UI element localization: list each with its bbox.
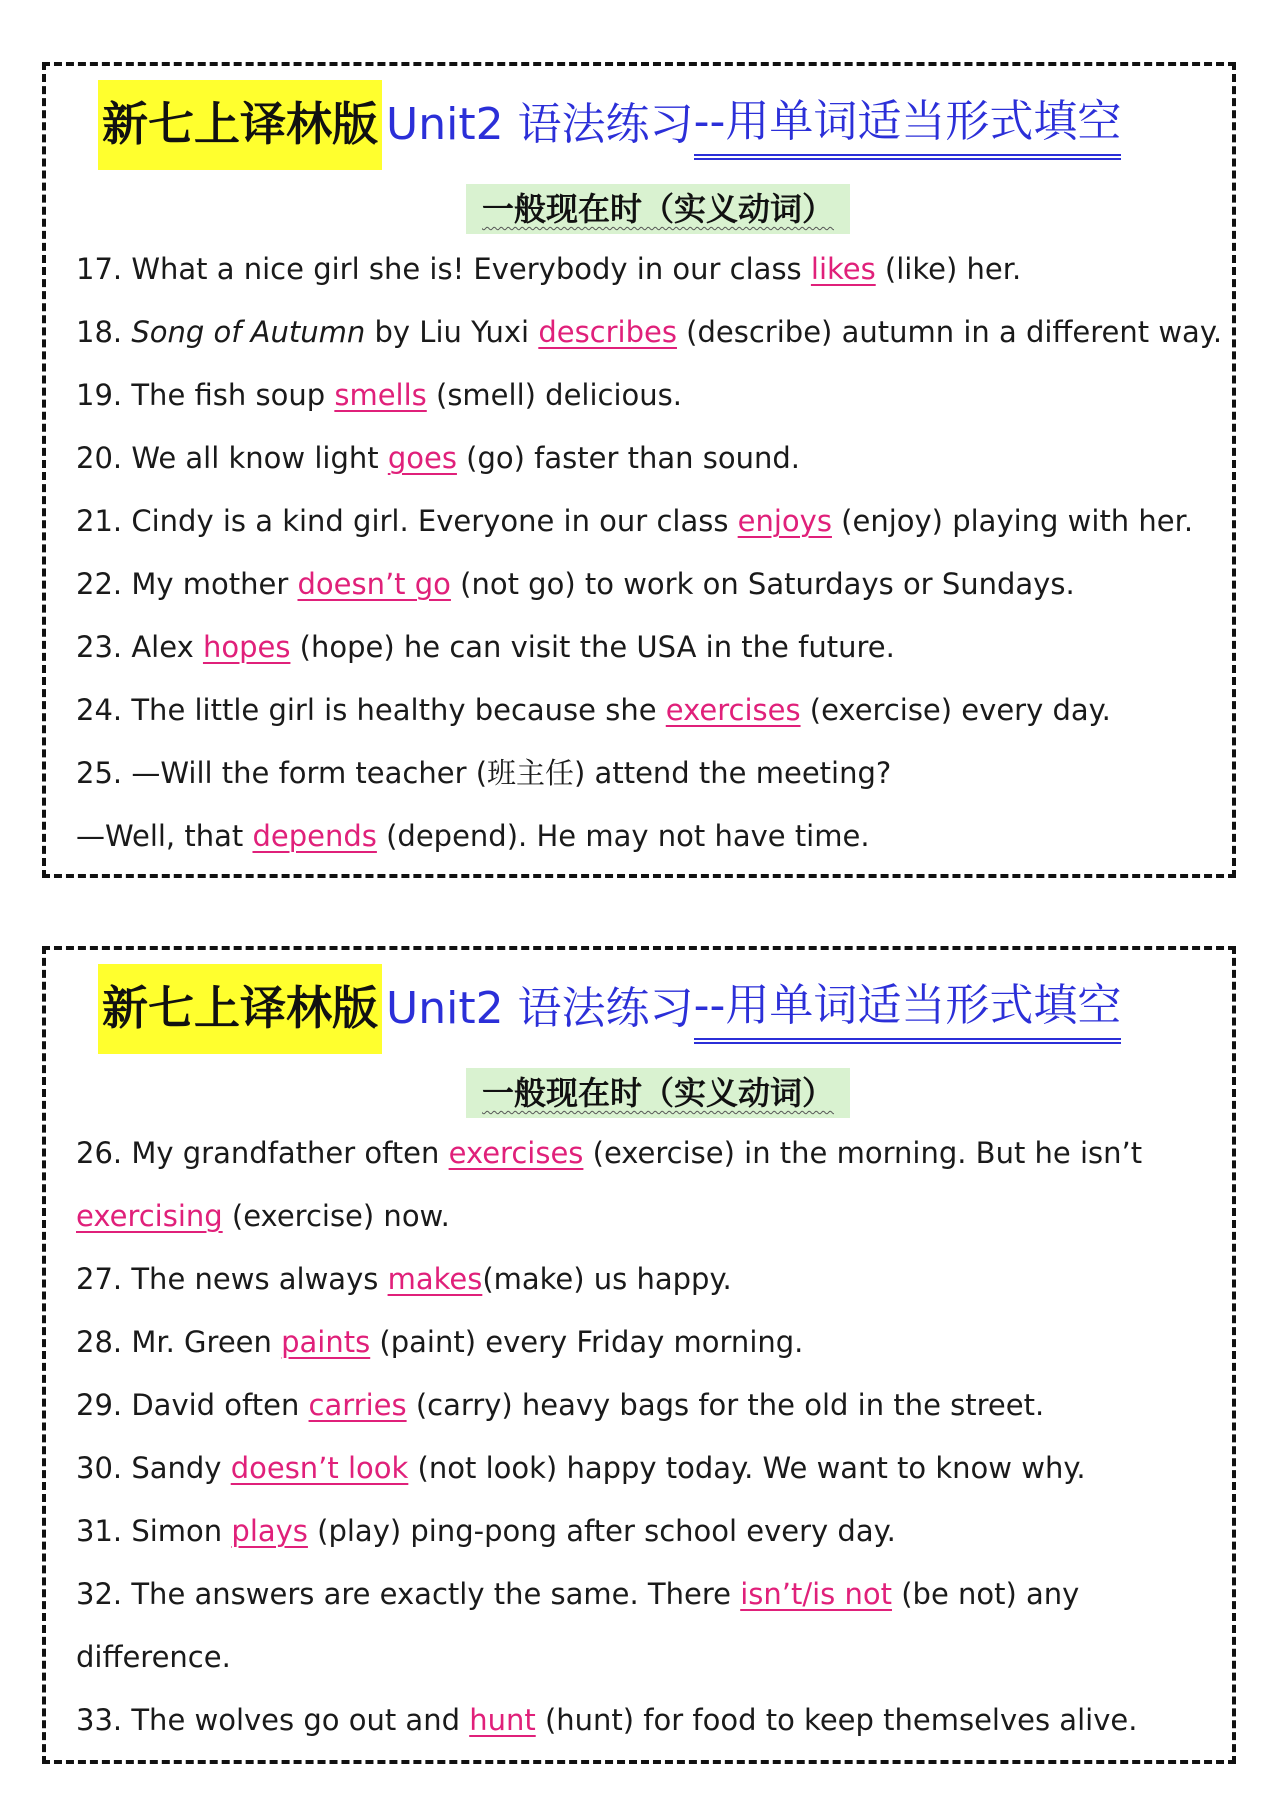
text-after: (exercise) in the morning. But he isn’t: [583, 1136, 1143, 1170]
exercise-line: [76, 679, 1216, 742]
text-before: The news always: [122, 1262, 388, 1296]
card-title: [98, 80, 1121, 170]
item-number: 17.: [76, 252, 123, 286]
answer: exercises: [448, 1136, 584, 1170]
exercise-line: [76, 1122, 1216, 1185]
text-after: (not look) happy today. We want to know why.: [408, 1451, 1086, 1485]
text-before: We all know light: [122, 441, 388, 475]
title-underlined: --用单词适当形式填空: [694, 974, 1122, 1044]
text-before: The fish soup: [122, 378, 335, 412]
answer: depends: [252, 819, 377, 853]
exercise-line: [76, 1563, 1216, 1626]
text-after: (hunt) for food to keep themselves alive.: [535, 1703, 1138, 1737]
answer: describes: [538, 315, 677, 349]
text-after: (play) ping-pong after school every day.: [307, 1514, 896, 1548]
item-number: 27.: [76, 1262, 123, 1296]
answer: likes: [810, 252, 876, 286]
answer: hopes: [202, 630, 291, 664]
text-before: The little girl is healthy because she: [122, 693, 666, 727]
text-before: —Well, that: [76, 819, 253, 853]
text-before: My mother: [122, 567, 298, 601]
text-before: Mr. Green: [122, 1325, 282, 1359]
text-after: (describe) autumn in a different way.: [676, 315, 1223, 349]
text-after: (hope) he can visit the USA in the future.: [290, 630, 895, 664]
answer: carries: [308, 1388, 407, 1422]
text-after: (smell) delicious.: [426, 378, 682, 412]
title-main: Unit2 语法练习: [386, 99, 694, 150]
exercise-line: [76, 1689, 1216, 1752]
answer: exercises: [665, 693, 801, 727]
text-before: Alex: [122, 630, 203, 664]
item-number: 20.: [76, 441, 123, 475]
answer: makes: [387, 1262, 483, 1296]
item-number: 31.: [76, 1514, 123, 1548]
exercise-line: [76, 301, 1223, 364]
item-number: 23.: [76, 630, 123, 664]
exercise-line: [76, 1500, 1216, 1563]
card-subtitle: 一般现在时（实义动词）: [466, 1068, 850, 1118]
item-number: 21.: [76, 504, 123, 538]
title-underlined: --用单词适当形式填空: [694, 90, 1122, 160]
exercise-card-1: [42, 62, 1236, 878]
text-before: The wolves go out and: [122, 1703, 470, 1737]
text-after: (paint) every Friday morning.: [370, 1325, 804, 1359]
text-after: (exercise) now.: [222, 1199, 450, 1233]
exercise-line: [76, 805, 1216, 868]
item-number: 24.: [76, 693, 123, 727]
exercise-line: [76, 238, 1216, 301]
text-after: (not go) to work on Saturdays or Sundays.: [450, 567, 1075, 601]
item-number: 25.: [76, 756, 123, 790]
exercise-line: [76, 490, 1216, 553]
answer: isn’t/is not: [740, 1577, 892, 1611]
answer: exercising: [76, 1199, 223, 1233]
card-subtitle: 一般现在时（实义动词）: [466, 184, 850, 234]
exercise-list: [76, 238, 1223, 868]
text-before: David often: [122, 1388, 309, 1422]
item-number: 22.: [76, 567, 123, 601]
text-after: (exercise) every day.: [800, 693, 1111, 727]
card-title: [98, 964, 1121, 1054]
exercise-line: [76, 1185, 1216, 1248]
item-number: 32.: [76, 1577, 123, 1611]
text-before: Cindy is a kind girl. Everyone in our class: [122, 504, 738, 538]
answer: enjoys: [737, 504, 832, 538]
text-after: (make) us happy.: [482, 1262, 732, 1296]
title-highlight: 新七上译林版: [98, 80, 382, 170]
exercise-list: [76, 1122, 1216, 1752]
answer: doesn’t look: [230, 1451, 409, 1485]
text-before: My grandfather often: [122, 1136, 449, 1170]
text-before: What a nice girl she is! Everybody in our class: [122, 252, 811, 286]
exercise-card-2: [42, 946, 1236, 1764]
item-number: 28.: [76, 1325, 123, 1359]
item-number: 29.: [76, 1388, 123, 1422]
item-number: 26.: [76, 1136, 123, 1170]
answer: goes: [387, 441, 457, 475]
answer: smells: [334, 378, 427, 412]
text-after: (be not) any: [892, 1577, 1080, 1611]
answer: paints: [281, 1325, 371, 1359]
answer: doesn’t go: [297, 567, 451, 601]
exercise-line: [76, 364, 1216, 427]
item-number: 19.: [76, 378, 123, 412]
exercise-line: [76, 553, 1216, 616]
item-number: 18.: [76, 315, 123, 349]
italic-title: Song of Autumn: [131, 315, 366, 349]
text-after: (depend). He may not have time.: [376, 819, 870, 853]
text-after: (go) faster than sound.: [456, 441, 800, 475]
text-before: —Will the form teacher (班主任) attend the meeting?: [122, 756, 892, 790]
exercise-line: [76, 1248, 1216, 1311]
text-after: (like) her.: [875, 252, 1022, 286]
exercise-line: [76, 742, 1216, 805]
text-before: The answers are exactly the same. There: [122, 1577, 741, 1611]
item-number: 30.: [76, 1451, 123, 1485]
text-before: Sandy: [122, 1451, 231, 1485]
text-after: (enjoy) playing with her.: [831, 504, 1194, 538]
exercise-line: [76, 1437, 1216, 1500]
exercise-line: [76, 616, 1216, 679]
answer: hunt: [469, 1703, 536, 1737]
title-highlight: 新七上译林版: [98, 964, 382, 1054]
item-number: 33.: [76, 1703, 123, 1737]
exercise-line: [76, 427, 1216, 490]
text-before: difference.: [76, 1640, 231, 1674]
text-before: Simon: [122, 1514, 232, 1548]
title-main: Unit2 语法练习: [386, 983, 694, 1034]
exercise-line: [76, 1311, 1216, 1374]
exercise-line: [76, 1626, 1216, 1689]
text-after: (carry) heavy bags for the old in the street.: [406, 1388, 1045, 1422]
exercise-line: [76, 1374, 1216, 1437]
text-before: by Liu Yuxi: [365, 315, 539, 349]
answer: plays: [231, 1514, 308, 1548]
